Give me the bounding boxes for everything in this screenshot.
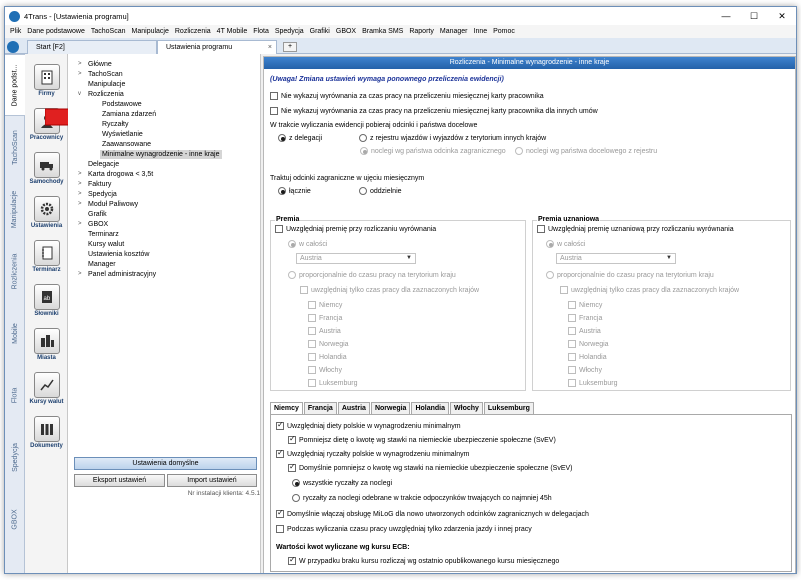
title-bar	[5, 7, 796, 25]
radio-noclegi-rejestru-circle[interactable]	[515, 147, 523, 155]
country-checkbox[interactable]	[568, 327, 576, 335]
de-c5-checkbox[interactable]	[276, 510, 284, 518]
premia-country-select[interactable]	[296, 253, 416, 264]
country-checkbox[interactable]	[568, 379, 576, 387]
vtab-label: Manipulacje	[11, 190, 19, 228]
menu-pomoc[interactable]: Pomoc	[493, 28, 515, 35]
country-label: Niemcy	[319, 301, 343, 309]
svg-text:ab: ab	[43, 296, 50, 302]
menu-spedycja[interactable]: Spedycja	[274, 28, 304, 35]
de-c1-checkbox[interactable]	[276, 422, 284, 430]
opt2-label: Nie wykazuj wyrównania za czas pracy na przeliczeniu miesięcznej karty pracownika dla innych umów	[281, 107, 598, 115]
chart-icon	[34, 372, 60, 398]
country-label: Niemcy	[579, 301, 603, 309]
de-r1-row[interactable]	[292, 478, 392, 488]
de-c4-label: Domyślnie pomniejsz o kwotę wg stawki na niemieckie ubezpieczenie społeczne (SvEV)	[299, 464, 573, 472]
de-c7-checkbox[interactable]	[288, 557, 296, 565]
tree-label: Manager	[88, 261, 116, 268]
opt1-label: Nie wykazuj wyrównania za czas pracy na przeliczeniu miesięcznej karty pracownika	[281, 92, 544, 100]
premia-uzn-country-austria[interactable]	[568, 326, 601, 336]
tab-luksemburg[interactable]: Luksemburg	[484, 402, 534, 414]
dokumenty-button[interactable]	[28, 414, 65, 458]
4trans-logo-icon	[7, 41, 19, 53]
dokumenty-label: Dokumenty	[30, 443, 63, 449]
vtab-flota[interactable]	[5, 364, 25, 426]
vtab-mobile[interactable]	[5, 302, 25, 364]
tree-label: TachoScan	[88, 71, 123, 78]
premia-uzn-whole-label: w całości	[557, 240, 586, 248]
de-c6-row[interactable]	[276, 524, 532, 534]
vtab-label: Rozliczenia	[11, 253, 19, 289]
premia-uzn-only-selected-checkbox[interactable]	[560, 286, 568, 294]
panel-header: Rozliczenia - Minimalne wynagrodzenie - inne kraje	[264, 57, 795, 69]
tree-label: Spedycja	[88, 191, 117, 198]
new-tab-button[interactable]: +	[283, 42, 297, 52]
miasta-label: Miasta	[37, 355, 56, 361]
radio-rejestru[interactable]	[359, 133, 546, 143]
premia-only-selected-row[interactable]	[300, 285, 479, 295]
tree-label: Karta drogowa < 3,5t	[88, 171, 154, 178]
radio-oddzielnie-label: oddzielnie	[370, 187, 402, 195]
country-label: Włochy	[579, 366, 602, 374]
building-icon	[34, 64, 60, 90]
country-label: Francja	[319, 314, 343, 322]
truck-icon	[34, 152, 60, 178]
premia-whole-radio[interactable]	[288, 240, 296, 248]
vtab-label: Mobile	[11, 322, 19, 344]
country-label: Luksemburg	[579, 379, 618, 387]
menu-rozliczenia[interactable]: Rozliczenia	[174, 28, 211, 35]
ecb-title: Wartości kwot wyliczane wg kursu ECB:	[276, 543, 410, 551]
de-c2-checkbox[interactable]	[288, 436, 296, 444]
tree-node-delegacje[interactable]	[88, 160, 119, 169]
vtab-dane-podstawowe[interactable]	[5, 54, 25, 116]
de-c3-checkbox[interactable]	[276, 450, 284, 458]
premia-country-austria[interactable]	[308, 326, 341, 336]
premia-uzn-only-selected-label: uwzględniaj tylko czas pracy dla zaznaczonych krajów	[571, 286, 740, 294]
country-label: Holandia	[579, 353, 607, 361]
vtab-rozliczenia[interactable]	[5, 240, 25, 302]
de-c7-row[interactable]	[288, 556, 559, 566]
menu-dane-podstawowe[interactable]: Dane podstawowe	[27, 28, 85, 35]
premia-country-wlochy[interactable]	[308, 365, 342, 375]
premia-uzn-include-checkbox[interactable]	[537, 225, 545, 233]
premia-uzn-country-value: Austria	[560, 255, 582, 262]
premia-only-selected-label: uwzględniaj tylko czas pracy dla zaznaczonych krajów	[311, 286, 480, 294]
import-settings-button[interactable]: Import ustawień	[167, 474, 257, 487]
city-icon	[34, 328, 60, 354]
settings-panel	[263, 56, 796, 574]
country-checkbox[interactable]	[568, 366, 576, 374]
de-c5-row[interactable]	[276, 509, 589, 519]
miasta-button[interactable]	[28, 326, 65, 370]
de-c4-checkbox[interactable]	[288, 464, 296, 472]
tree-label: Terminarz	[88, 231, 119, 238]
close-button[interactable]: ✕	[778, 10, 786, 21]
premia-uzn-proportional-radio[interactable]	[546, 271, 554, 279]
tree-label: Główne	[88, 61, 112, 68]
tree-node-terminarz[interactable]	[88, 230, 119, 239]
premia-uzn-only-selected-row[interactable]	[560, 285, 739, 295]
premia-country-value: Austria	[300, 255, 322, 262]
vtab-manipulacje[interactable]	[5, 178, 25, 240]
premia-uznaniowa-title: Premia uznaniowa	[538, 215, 600, 223]
vtab-label: TachoScan	[11, 129, 19, 165]
tree-label: Kursy walut	[88, 241, 125, 248]
chevron-down-icon: ▼	[406, 255, 412, 261]
tree-node-zaawansowane[interactable]	[102, 140, 151, 149]
tab-niemcy[interactable]: Niemcy	[270, 402, 303, 415]
maximize-button[interactable]: ☐	[749, 10, 759, 21]
country-label: Norwegia	[579, 340, 609, 348]
country-checkbox[interactable]	[568, 353, 576, 361]
menu-bar	[5, 25, 796, 38]
chevron-down-icon: ▼	[666, 255, 672, 261]
menu-gbox[interactable]: GBOX	[335, 28, 357, 35]
calc-label: W trakcie wyliczania ewidencji pobieraj odcinki i państwa docelowe	[270, 121, 478, 129]
tab-start[interactable]	[27, 40, 157, 54]
premia-title: Premia	[276, 215, 300, 223]
vtab-spedycja[interactable]	[5, 426, 25, 488]
pracownicy-label: Pracownicy	[29, 135, 64, 141]
tree-label: Podstawowe	[102, 101, 142, 108]
tree-label: Panel administracyjny	[88, 271, 157, 278]
radio-delegacji-circle[interactable]	[278, 134, 286, 142]
premia-uzn-country-holandia[interactable]	[568, 352, 607, 362]
samochody-button[interactable]	[28, 150, 65, 194]
terminarz-label: Terminarz	[32, 267, 61, 273]
tree-node-ryczalty[interactable]	[102, 120, 128, 129]
export-settings-button[interactable]: Eksport ustawień	[74, 474, 165, 487]
tab-start-label: Start [F2]	[36, 44, 65, 51]
tree-label: Rozliczenia	[88, 91, 124, 98]
niemcy-tab-panel	[270, 414, 792, 572]
radio-oddzielnie-circle[interactable]	[359, 187, 367, 195]
premia-uzn-whole-radio[interactable]	[546, 240, 554, 248]
de-r2-row[interactable]	[292, 493, 552, 503]
tree-node-manager[interactable]	[88, 260, 116, 269]
document-tabs	[5, 38, 796, 54]
tab-norwegia[interactable]: Norwegia	[371, 402, 411, 414]
radio-rejestru-label: z rejestru wjazdów i wyjazdów z terytorium innych krajów	[370, 134, 547, 142]
premia-include-row[interactable]	[275, 224, 436, 234]
de-c2-row[interactable]	[288, 435, 556, 445]
tree-label: Grafik	[88, 211, 107, 218]
tab-holandia[interactable]: Holandia	[411, 402, 449, 414]
tree-node-minimalne[interactable]	[100, 150, 222, 159]
premia-include-checkbox[interactable]	[275, 225, 283, 233]
tab-wlochy[interactable]: Włochy	[450, 402, 483, 414]
radio-lacznie[interactable]	[278, 186, 311, 196]
de-c3-row[interactable]	[276, 449, 469, 459]
install-number: Nr instalacji klienta: 4.5.1	[187, 490, 260, 497]
radio-lacznie-label: łącznie	[289, 187, 311, 195]
menu-manipulacje[interactable]: Manipulacje	[131, 28, 169, 35]
menu-plik[interactable]: Plik	[10, 28, 22, 35]
premia-include-label: Uwzględniaj premię przy rozliczaniu wyrównania	[286, 225, 437, 233]
country-checkbox[interactable]	[568, 340, 576, 348]
premia-uzn-country-luksemburg[interactable]	[568, 378, 618, 388]
menu-bramka-sms[interactable]: Bramka SMS	[362, 28, 404, 35]
minimize-button[interactable]: —	[721, 11, 731, 21]
country-label: Luksemburg	[319, 379, 358, 387]
country-checkbox[interactable]	[308, 366, 316, 374]
menu-tachoscan[interactable]: TachoScan	[90, 28, 126, 35]
vtab-label: GBOX	[11, 508, 19, 530]
slowniki-label: Słowniki	[34, 311, 59, 317]
opt2-row[interactable]	[270, 106, 598, 116]
premia-uzn-whole-row[interactable]	[546, 239, 585, 249]
window-title: 4Trans - [Ustawienia programu]	[24, 11, 129, 21]
country-checkbox[interactable]	[568, 314, 576, 322]
tree-label: GBOX	[88, 221, 109, 228]
app-window	[4, 6, 797, 574]
samochody-label: Samochody	[29, 179, 64, 185]
de-r1-label: wszystkie ryczałty za noclegi	[303, 479, 393, 487]
tab-settings-label: Ustawienia programu	[166, 44, 233, 51]
country-checkbox[interactable]	[568, 301, 576, 309]
tree-node-gbox[interactable]: > GBOX	[78, 221, 109, 228]
country-label: Austria	[579, 327, 601, 335]
de-c1-label: Uwzględniaj diety polskie w wynagrodzeniu minimalnym	[287, 422, 461, 430]
de-c6-checkbox[interactable]	[276, 525, 284, 533]
tree-node-podstawowe[interactable]	[102, 100, 142, 109]
radio-oddzielnie[interactable]	[359, 186, 402, 196]
opt1-checkbox[interactable]	[270, 92, 278, 100]
radio-noclegi-odcinka[interactable]	[360, 146, 506, 156]
de-r2-radio[interactable]	[292, 494, 300, 502]
gear-icon	[34, 196, 60, 222]
premia-uzn-country-niemcy[interactable]	[568, 300, 602, 310]
opt1-row[interactable]	[270, 91, 544, 101]
settings-tree	[68, 54, 261, 574]
opt2-checkbox[interactable]	[270, 107, 278, 115]
de-c3-label: Uwzględniaj ryczałty polskie w wynagrodzeniu minimalnym	[287, 450, 470, 458]
firmy-label: Firmy	[38, 91, 55, 97]
premia-uzn-include-row[interactable]	[537, 224, 734, 234]
radio-noclegi-rejestru-label: noclegi wg państwa docelowego z rejestru	[526, 147, 658, 155]
tree-label: Ustawienia kosztów	[88, 251, 150, 258]
premia-only-selected-checkbox[interactable]	[300, 286, 308, 294]
de-c1-row[interactable]	[276, 421, 461, 431]
de-c4-row[interactable]	[288, 463, 573, 473]
tree-node-glowne[interactable]: > Główne	[78, 61, 112, 68]
tree-node-tachoscan[interactable]: > TachoScan	[78, 71, 123, 78]
country-checkbox[interactable]	[308, 353, 316, 361]
premia-country-norwegia[interactable]	[308, 339, 349, 349]
country-checkbox[interactable]	[308, 314, 316, 322]
radio-noclegi-odcinka-label: noclegi wg państwa odcinka zagranicznego	[371, 147, 506, 155]
premia-country-luksemburg[interactable]	[308, 378, 358, 388]
premia-proportional-radio[interactable]	[288, 271, 296, 279]
tree-label: Wyświetlanie	[102, 131, 143, 138]
vtab-label: Flota	[11, 387, 19, 403]
premia-proportional-row[interactable]	[288, 270, 456, 280]
menu-inne[interactable]: Inne	[473, 28, 488, 35]
warning-text: (Uwaga! Zmiana ustawień wymaga ponownego przeliczenia ewidencji)	[270, 75, 504, 83]
tree-label: Minimalne wynagrodzenie - inne kraje	[102, 151, 220, 158]
notebook-icon	[34, 240, 60, 266]
premia-country-niemcy[interactable]	[308, 300, 342, 310]
radio-noclegi-odcinka-circle[interactable]	[360, 147, 368, 155]
premia-uzn-country-wlochy[interactable]	[568, 365, 602, 375]
tree-node-modul[interactable]: > Moduł Paliwowy	[78, 201, 139, 208]
radio-delegacji[interactable]	[278, 133, 322, 143]
country-label: Holandia	[319, 353, 347, 361]
terminarz-button[interactable]	[28, 238, 65, 282]
tree-node-spedycja[interactable]: > Spedycja	[78, 191, 117, 198]
tree-label: Faktury	[88, 181, 112, 188]
tree-node-zamiana[interactable]	[102, 110, 156, 119]
default-settings-button[interactable]: Ustawienia domyślne	[74, 457, 257, 470]
premia-uzn-proportional-label: proporcjonalnie do czasu pracy na terytorium kraju	[557, 271, 714, 279]
premia-country-francja[interactable]	[308, 313, 342, 323]
premia-uzn-country-norwegia[interactable]	[568, 339, 609, 349]
tree-node-wyswietlanie[interactable]	[102, 130, 143, 139]
menu-flota[interactable]: Flota	[253, 28, 269, 35]
kursy-walut-label: Kursy walut	[29, 399, 64, 405]
tree-label: Zaawansowane	[102, 141, 152, 148]
tree-node-rozliczenia[interactable]: v Rozliczenia	[78, 91, 124, 98]
country-checkbox[interactable]	[308, 301, 316, 309]
tree-label: Ryczałty	[102, 121, 129, 128]
premia-uzn-country-francja[interactable]	[568, 313, 602, 323]
premia-uzn-include-label: Uwzględniaj premię uznaniową przy rozliczaniu wyrównania	[548, 225, 734, 233]
close-tab-icon[interactable]: ×	[267, 44, 272, 51]
menu-4t-mobile[interactable]: 4T Mobile	[216, 28, 248, 35]
app-logo-icon	[9, 11, 20, 22]
de-r2-label: ryczałty za noclegi odebrane w trakcie odpoczynków trwających co najmniej 45h	[303, 494, 552, 502]
premia-uzn-proportional-row[interactable]	[546, 270, 714, 280]
tree-node-manipulacje[interactable]	[88, 80, 125, 89]
menu-manager[interactable]: Manager	[439, 28, 468, 35]
ustawienia-button[interactable]	[28, 194, 65, 238]
tree-node-grafik[interactable]	[88, 210, 107, 219]
radio-delegacji-label: z delegacji	[289, 134, 323, 142]
binders-icon	[34, 416, 60, 442]
vtab-label: Spedycja	[11, 442, 19, 472]
ustawienia-label: Ustawienia	[30, 223, 63, 229]
premia-whole-row[interactable]	[288, 239, 327, 249]
tree-node-ustawienia-kosztow[interactable]	[88, 250, 149, 259]
tree-node-panel[interactable]: > Panel administracyjny	[78, 271, 157, 278]
slowniki-button[interactable]	[28, 282, 65, 326]
vtab-tachoscan[interactable]	[5, 116, 25, 178]
radio-noclegi-rejestru[interactable]	[515, 146, 657, 156]
radio-lacznie-circle[interactable]	[278, 187, 286, 195]
tree-label: Delegacje	[88, 161, 120, 168]
tree-node-kursy[interactable]	[88, 240, 124, 249]
premia-proportional-label: proporcjonalnie do czasu pracy na terytorium kraju	[299, 271, 456, 279]
country-checkbox[interactable]	[308, 327, 316, 335]
country-label: Norwegia	[319, 340, 349, 348]
premia-country-holandia[interactable]	[308, 352, 347, 362]
dictionary-icon	[34, 284, 60, 310]
tree-node-karta[interactable]: > Karta drogowa < 3,5t	[78, 171, 154, 178]
country-label: Francja	[579, 314, 603, 322]
country-label: Austria	[319, 327, 341, 335]
kursy-walut-button[interactable]	[28, 370, 65, 414]
premia-whole-label: w całości	[299, 240, 328, 248]
tree-label: Manipulacje	[88, 81, 126, 88]
de-c7-label: W przypadku braku kursu rozliczaj wg ostatnio opublikowanego kursu miesięcznego	[299, 557, 560, 565]
country-checkbox[interactable]	[308, 340, 316, 348]
radio-rejestru-circle[interactable]	[359, 134, 367, 142]
vtab-label: Dane podst...	[11, 64, 19, 106]
country-label: Włochy	[319, 366, 342, 374]
module-sidebar	[5, 54, 25, 574]
tree-label: Moduł Paliwowy	[88, 201, 139, 208]
menu-raporty[interactable]: Raporty	[409, 28, 434, 35]
tree-node-faktury[interactable]: > Faktury	[78, 181, 112, 188]
menu-grafiki[interactable]: Grafiki	[309, 28, 330, 35]
tab-settings[interactable]	[157, 40, 277, 54]
premia-uzn-country-select[interactable]	[556, 253, 676, 264]
de-c6-label: Podczas wyliczania czasu pracy uwzględniaj tylko zdarzenia jazdy i innej pracy	[287, 525, 532, 533]
tab-austria[interactable]: Austria	[338, 402, 370, 414]
country-tabs	[270, 402, 535, 414]
de-c2-label: Pomniejsz dietę o kwotę wg stawki na niemieckie ubezpieczenie społeczne (SvEV)	[299, 436, 556, 444]
traktuj-label: Traktuj odcinki zagraniczne w ujęciu miesięcznym	[270, 174, 425, 182]
de-c5-label: Domyślnie włączaj obsługę MiLoG dla nowo utworzonych odcinków zagranicznych w delegacjach	[287, 510, 589, 518]
tab-francja[interactable]: Francja	[304, 402, 337, 414]
vtab-gbox[interactable]	[5, 488, 25, 550]
tree-label: Zamiana zdarzeń	[102, 111, 157, 118]
country-checkbox[interactable]	[308, 379, 316, 387]
de-r1-radio[interactable]	[292, 479, 300, 487]
